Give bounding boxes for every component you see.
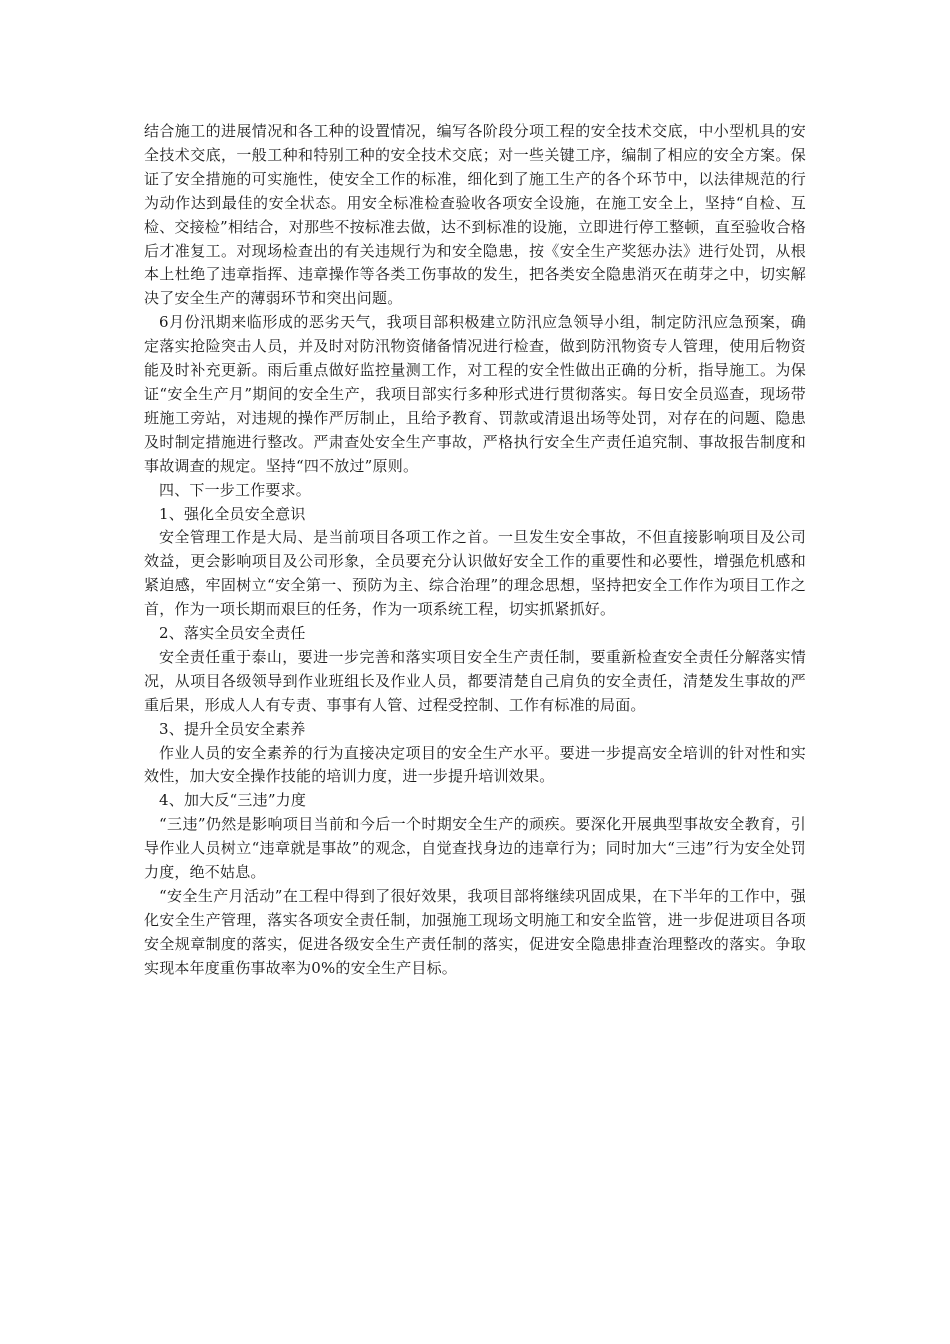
subheading-safety-awareness: 1、强化全员安全意识 bbox=[159, 504, 306, 523]
subheading-three-violations: 4、加大反“三违”力度 bbox=[159, 791, 307, 810]
subheading-safety-responsibility: 2、落实全员安全责任 bbox=[159, 624, 306, 643]
paragraph-three-violations: “三违”仍然是影响项目当前和今后一个时期安全生产的顽疾。要深化开展典型事故安全教育，引导作业人员树立“违章就是事故”的观念，自觉查找身边的违章行为；同时加大“三违”行为安全处罚力度，绝不姑息。 bbox=[144, 815, 806, 882]
paragraph-safety-awareness: 安全管理工作是大局、是当前项目各项工作之首。一旦发生安全事故，不但直接影响项目及公司效益，更会影响项目及公司形象，全员要充分认识做好安全工作的重要性和必要性，增强危机感和紧迫感，牢固树立“安全第一、预防为主、综合治理”的理念思想，坚持把安全工作作为项目工作之首，作为一项长期而艰巨的任务，作为一项系统工程，切实抓紧抓好。 bbox=[144, 528, 806, 619]
paragraph-safety-disclosure: 结合施工的进展情况和各工种的设置情况，编写各阶段分项工程的安全技术交底，中小型机具的安全技术交底，一般工种和特别工种的安全技术交底；对一些关键工序，编制了相应的安全方案。保证了安全措施的可实施性，使安全工作的标准，细化到了施工生产的各个环节中，以法律规范的行为动作达到最佳的安全状态。用安全标准检查验收各项安全设施，在施工安全上，坚持“自检、互检、交接检”相结合，对那些不按标准去做，达不到标准的设施，立即进行停工整顿，直至验收合格后才准复工。对现场检查出的有关违规行为和安全隐患，按《安全生产奖惩办法》进行处罚，从根本上杜绝了违章指挥、违章操作等各类工伤事故的发生，把各类安全隐患消灭在萌芽之中，切实解决了安全生产的薄弱环节和突出问题。 bbox=[144, 122, 806, 308]
paragraph-conclusion: “安全生产月活动”在工程中得到了很好效果，我项目部将继续巩固成果，在下半年的工作中，强化安全生产管理，落实各项安全责任制，加强施工现场文明施工和安全监管，进一步促进项目各项安全规章制度的落实，促进各级安全生产责任制的落实，促进安全隐患排查治理整改的落实。争取实现本年度重伤事故率为0%的安全生产目标。 bbox=[144, 887, 806, 977]
paragraph-safety-literacy: 作业人员的安全素养的行为直接决定项目的安全生产水平。要进一步提高安全培训的针对性和实效性，加大安全操作技能的培训力度，进一步提升培训效果。 bbox=[144, 743, 806, 786]
paragraph-flood-season: 6月份汛期来临形成的恶劣天气，我项目部积极建立防汛应急领导小组，制定防汛应急预案，确定落实抢险突击人员，并及时对防汛物资储备情况进行检查，做到防汛物资专人管理，使用后物资能及时补充更新。雨后重点做好监控量测工作，对工程的安全性做出正确的分析，指导施工。为保证“安全生产月”期间的安全生产，我项目部实行多种形式进行贯彻落实。每日安全员巡查，现场带班施工旁站，对违规的操作严厉制止，且给予教育、罚款或清退出场等处罚，对存在的问题、隐患及时制定措施进行整改。严肃查处安全生产事故，严格执行安全生产责任追究制、事故报告制度和事故调查的规定。坚持“四不放过”原则。 bbox=[144, 313, 806, 475]
subheading-safety-literacy: 3、提升全员安全素养 bbox=[159, 719, 306, 738]
document-body bbox=[144, 120, 806, 981]
section-heading-next-steps: 四、下一步工作要求。 bbox=[159, 480, 312, 499]
paragraph-safety-responsibility: 安全责任重于泰山，要进一步完善和落实项目安全生产责任制，要重新检查安全责任分解落实情况，从项目各级领导到作业班组长及作业人员，都要清楚自己肩负的安全责任，清楚发生事故的严重后果，形成人人有专责、事事有人管、过程受控制、工作有标准的局面。 bbox=[144, 647, 806, 714]
